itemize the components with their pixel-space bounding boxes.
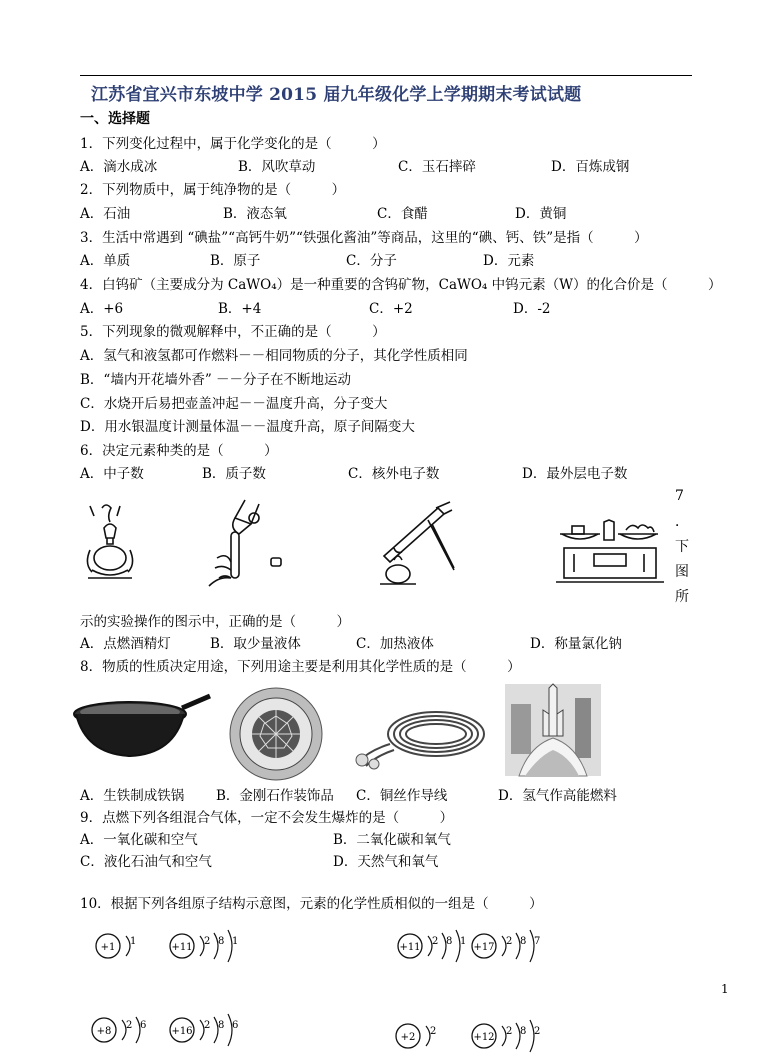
iron-wok-figure [72,692,212,760]
electron-count: 8 [218,936,225,947]
question-1-stem: 1．下列变化过程中，属于化学变化的是（ ） [80,136,386,152]
q6-option-c: C．核外电子数 [348,466,440,482]
q2-option-a: A．石油 [80,206,131,222]
q5-option-c: C．水烧开后易把壶盖冲起－－温度升高，分子变大 [80,396,388,412]
electron-count: 2 [204,1020,211,1031]
weigh-sodium-chloride-figure [552,518,667,588]
q7-stem-char: 7 [675,488,684,504]
q4-option-c: C．+2 [369,301,413,317]
diamond-ornament-figure [228,686,324,782]
q9-option-d: D．天然气和氧气 [333,854,439,870]
q2-option-c: C．食醋 [377,206,428,222]
q1-option-c: C．玉石摔碎 [398,159,476,175]
q9-option-c: C．液化石油气和空气 [80,854,212,870]
q3-option-a: A．单质 [80,253,131,269]
q9-option-b: B．二氧化碳和氧气 [333,832,451,848]
header-rule [80,75,692,76]
q8-option-c: C．铜丝作导线 [356,788,448,804]
electron-count: 1 [232,936,239,947]
atom-structure-diagram [392,1008,448,1064]
atom-structure-diagram [166,1002,254,1058]
q6-option-a: A．中子数 [80,466,144,482]
electron-count: 2 [534,1026,541,1037]
electron-count: 2 [506,936,513,947]
alcohol-lamp-lighting-figure [80,500,140,585]
atom-nucleus-charge: +1 [100,942,116,953]
atom-nucleus-charge: +12 [473,1032,495,1043]
q9-option-a: A．一氧化碳和空气 [80,832,198,848]
atom-structure-diagram [92,918,148,974]
electron-count: 2 [430,1026,437,1037]
q1-option-d: D．百炼成钢 [551,159,630,175]
q1-option-a: A．滴水成冰 [80,159,158,175]
q7-option-a: A．点燃酒精灯 [80,636,171,652]
electron-count: 8 [218,1020,225,1031]
q6-option-b: B．质子数 [202,466,266,482]
q5-option-d: D．用水银温度计测量体温－－温度升高，原子间隔变大 [80,419,415,435]
q6-option-d: D．最外层电子数 [522,466,628,482]
q2-option-b: B．液态氧 [223,206,287,222]
question-9-stem: 9．点燃下列各组混合气体，一定不会发生爆炸的是（ ） [80,810,454,826]
question-7-stem: 示的实验操作的图示中，正确的是（ ） [80,614,350,630]
question-2-stem: 2．下列物质中，属于纯净物的是（ ） [80,182,346,198]
page-title: 江苏省宜兴市东坡中学 2015 届九年级化学上学期期末考试试题 [91,85,582,105]
electron-count: 8 [446,936,453,947]
atom-structure-diagram [88,1002,160,1058]
q7-option-d: D．称量氯化钠 [530,636,622,652]
question-4-stem: 4．白钨矿（主要成分为 CaWO₄）是一种重要的含钨矿物，CaWO₄ 中钨元素（W）的化合价是（ ） [80,277,722,293]
q4-option-b: B．+4 [218,301,262,317]
q3-option-d: D．元素 [483,253,535,269]
q3-option-c: C．分子 [346,253,397,269]
q2-option-d: D．黄铜 [515,206,567,222]
electron-count: 2 [126,1020,133,1031]
q3-option-b: B．原子 [210,253,261,269]
atom-nucleus-charge: +17 [473,942,495,953]
atom-nucleus-charge: +2 [400,1032,416,1043]
heat-liquid-figure [370,500,465,588]
question-3-stem: 3．生活中常遇到 “碘盐”“高钙牛奶”“铁强化酱油”等商品，这里的“碘、钙、铁”是指（ ） [80,230,648,246]
q4-option-d: D．-2 [513,301,551,317]
hydrogen-rocket-figure [505,684,601,776]
atom-structure-diagram [468,1008,556,1064]
electron-count: 2 [204,936,211,947]
q1-option-b: B．风吹草动 [238,159,316,175]
atom-nucleus-charge: +11 [399,942,421,953]
q5-option-b: B．“墙内开花墙外香” －－分子在不断地运动 [80,372,352,388]
atom-nucleus-charge: +16 [171,1026,193,1037]
page-number: 1 [721,982,729,996]
electron-count: 1 [130,936,137,947]
take-liquid-figure [205,498,285,588]
question-6-stem: 6．决定元素种类的是（ ） [80,443,278,459]
q7-stem-char: 所 [675,589,689,605]
atom-structure-diagram [468,918,556,974]
question-8-stem: 8．物质的性质决定用途，下列用途主要是利用其化学性质的是（ ） [80,659,521,675]
q7-stem-char: 下 [675,539,689,555]
atom-nucleus-charge: +8 [96,1026,112,1037]
q4-option-a: A．+6 [80,301,124,317]
section-heading: 一、选择题 [80,111,150,127]
copper-wire-figure [350,700,492,772]
atom-nucleus-charge: +11 [171,942,193,953]
electron-count: 6 [140,1020,147,1031]
electron-count: 1 [460,936,467,947]
q7-stem-char: ． [675,514,689,530]
electron-count: 2 [506,1026,513,1037]
electron-count: 6 [232,1020,239,1031]
question-10-stem: 10．根据下列各组原子结构示意图，元素的化学性质相似的一组是（ ） [80,896,543,912]
q7-stem-char: 图 [675,564,689,580]
q8-option-d: D．氢气作高能燃料 [498,788,617,804]
q5-option-a: A．氢气和液氢都可作燃料－－相同物质的分子，其化学性质相同 [80,348,468,364]
q7-option-c: C．加热液体 [356,636,434,652]
electron-count: 7 [534,936,541,947]
q7-option-b: B．取少量液体 [210,636,301,652]
question-5-stem: 5．下列现象的微观解释中，不正确的是（ ） [80,324,386,340]
q8-option-a: A．生铁制成铁锅 [80,788,185,804]
q8-option-b: B．金刚石作装饰品 [216,788,334,804]
electron-count: 8 [520,936,527,947]
electron-count: 2 [432,936,439,947]
atom-structure-diagram [166,918,254,974]
electron-count: 8 [520,1026,527,1037]
